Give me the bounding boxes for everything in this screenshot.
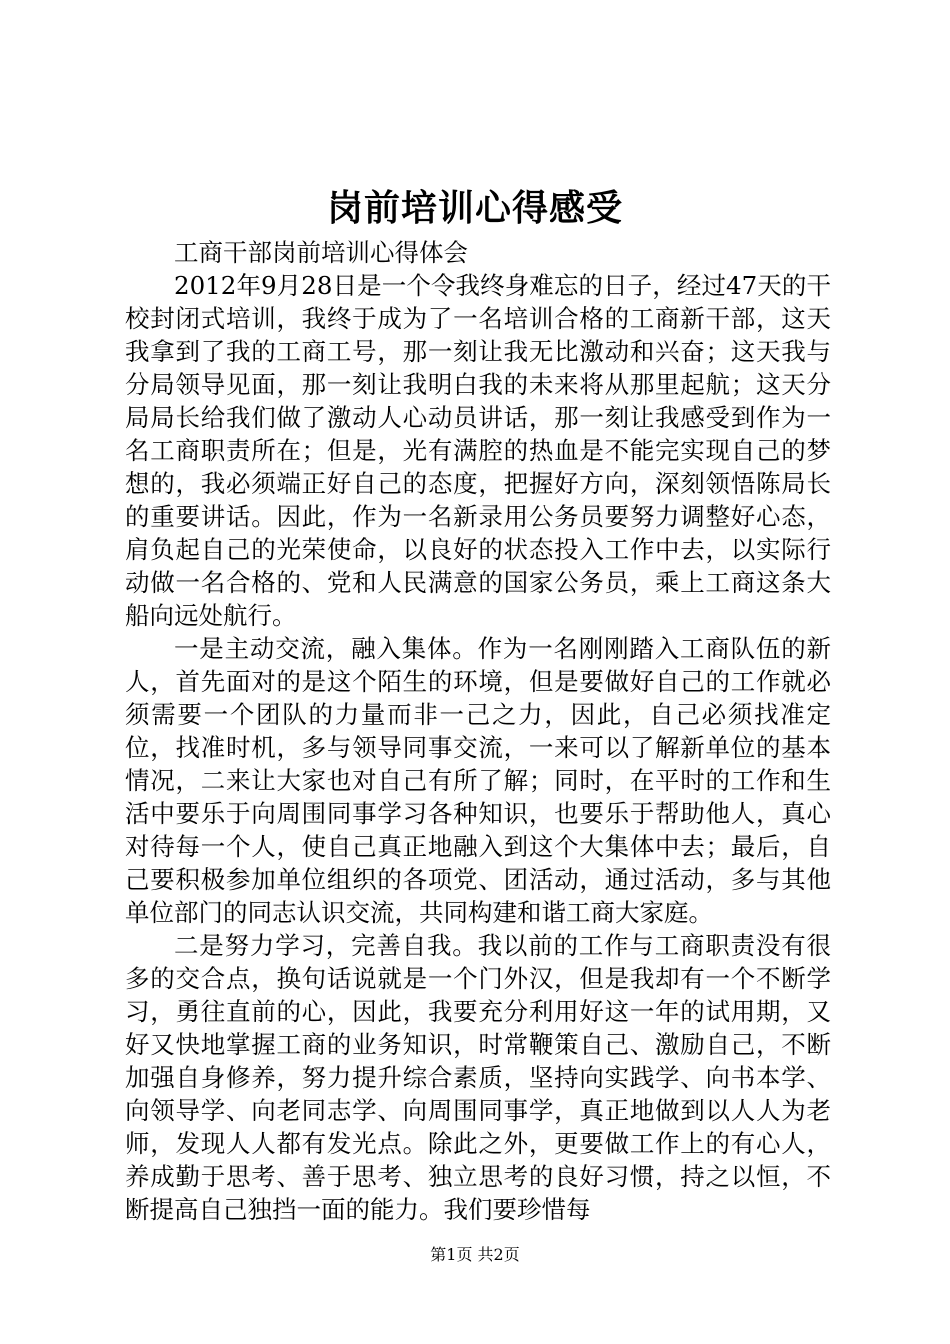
page-number-footer: 第1页 共2页 bbox=[430, 1245, 520, 1264]
document-subtitle: 工商干部岗前培训心得体会 bbox=[174, 238, 468, 267]
paragraph-point-two: 二是努力学习，完善自我。我以前的工作与工商职责没有很多的交合点，换句话说就是一个门外汉，但是我却有一个不断学习，勇往直前的心，因此，我要充分利用好这一年的试用期，又好又快地掌握工商的业务知识，时常鞭策自己、激励自己，不断加强自身修养，努力提升综合素质，坚持向实践学、向书本学、向领导学、向老同志学、向周围同事学，真正地做到以人人为老师，发现人人都有发光点。除此之外，更要做工作上的有心人，养成勤于思考、善于思考、独立思考的良好习惯，持之以恒，不断提高自己独挡一面的能力。我们要珍惜每 bbox=[125, 931, 831, 1224]
paragraph-intro: 2012年9月28日是一个令我终身难忘的日子，经过47天的干校封闭式培训，我终于成为了一名培训合格的工商新干部，这天我拿到了我的工商工号，那一刻让我无比激动和兴奋；这天我与分局领导见面，那一刻让我明白我的未来将从那里起航；这天分局局长给我们做了激动人心动员讲话，那一刻让我感受到作为一名工商职责所在；但是，光有满腔的热血是不能完实现自己的梦想的，我必须端正好自己的态度，把握好方向，深刻领悟陈局长的重要讲话。因此，作为一名新录用公务员要努力调整好心态，肩负起自己的光荣使命，以良好的状态投入工作中去，以实际行动做一名合格的、党和人民满意的国家公务员，乘上工商这条大船向远处航行。 bbox=[125, 271, 831, 630]
document-title: 岗前培训心得感受 bbox=[326, 187, 623, 229]
document-body bbox=[125, 236, 831, 1226]
paragraph-point-one: 一是主动交流，融入集体。作为一名刚刚踏入工商队伍的新人，首先面对的是这个陌生的环境，但是要做好自己的工作就必须需要一个团队的力量而非一己之力，因此，自己必须找准定位，找准时机，多与领导同事交流，一来可以了解新单位的基本情况，二来让大家也对自己有所了解；同时，在平时的工作和生活中要乐于向周围同事学习各种知识，也要乐于帮助他人，真心对待每一个人，使自己真正地融入到这个大集体中去；最后，自己要积极参加单位组织的各项党、团活动，通过活动，多与其他单位部门的同志认识交流，共同构建和谐工商大家庭。 bbox=[125, 634, 831, 927]
